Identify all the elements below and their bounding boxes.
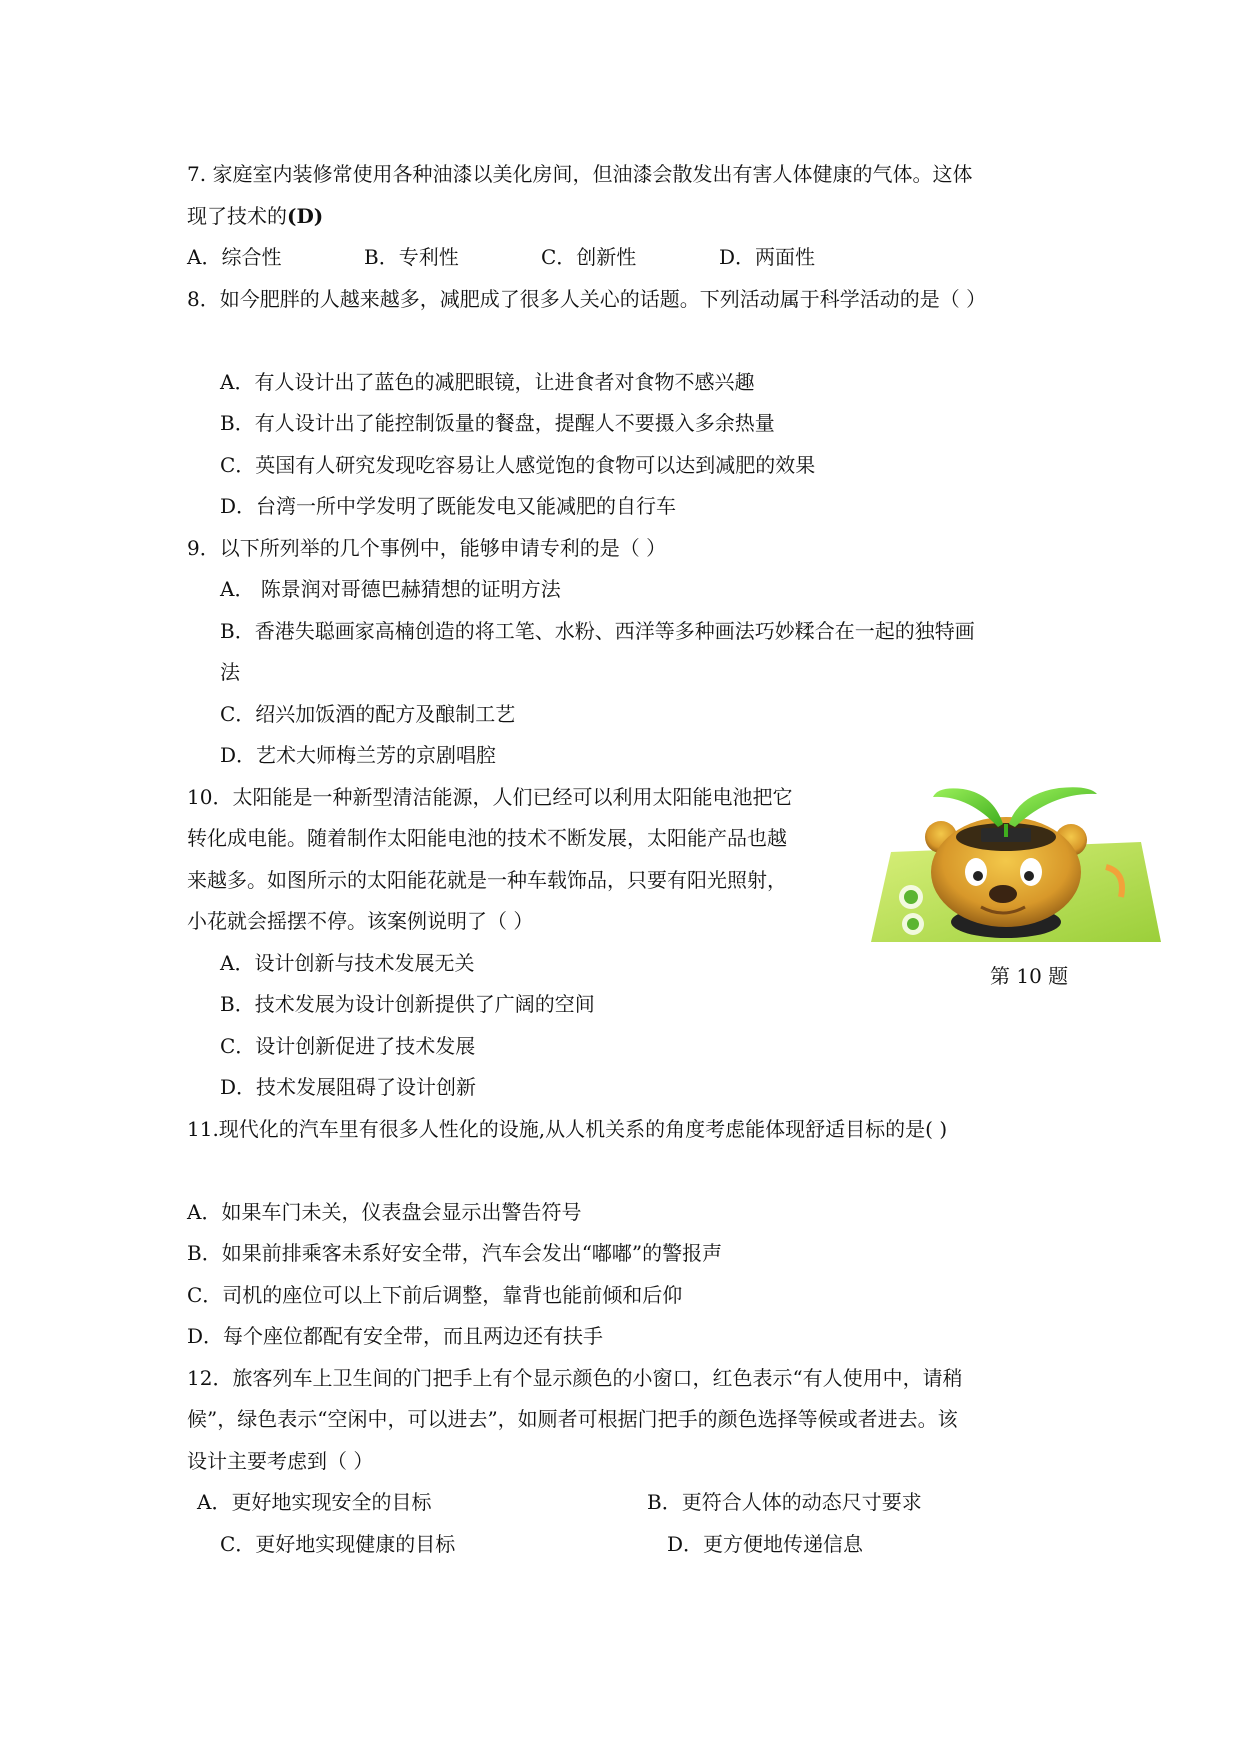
q10-option-a: A．设计创新与技术发展无关 <box>220 951 475 975</box>
q10-option-d: D．技术发展阻碍了设计创新 <box>220 1075 477 1099</box>
q10-option-c: C．设计创新促进了技术发展 <box>220 1034 476 1058</box>
q10-stem-line2: 转化成电能。随着制作太阳能电池的技术不断发展，太阳能产品也越 <box>187 826 787 850</box>
q9-option-a: A． 陈景润对哥德巴赫猜想的证明方法 <box>220 577 561 601</box>
q11-option-b: B．如果前排乘客未系好安全带，汽车会发出“嘟嘟”的警报声 <box>187 1241 723 1265</box>
q11-option-a: A．如果车门未关，仪表盘会显示出警告符号 <box>187 1200 582 1224</box>
q12-option-a: A．更好地实现安全的目标 <box>197 1490 432 1514</box>
q9-option-b-cont: 法 <box>220 660 240 684</box>
q12-stem-line2: 候”，绿色表示“空闲中，可以进去”，如厕者可根据门把手的颜色选择等候或者进去。该 <box>187 1407 958 1431</box>
q12-stem-line3: 设计主要考虑到（ ） <box>187 1449 374 1473</box>
q10-stem-line4: 小花就会摇摆不停。该案例说明了（ ） <box>187 909 534 933</box>
q8-option-d: D．台湾一所中学发明了既能发电又能减肥的自行车 <box>220 494 677 518</box>
q7-option-b: B．专利性 <box>364 245 459 269</box>
figure-caption: 第 10 题 <box>990 964 1069 988</box>
q8-option-c: C．英国有人研究发现吃容易让人感觉饱的食物可以达到减肥的效果 <box>220 453 816 477</box>
q11-option-d: D．每个座位都配有安全带，而且两边还有扶手 <box>187 1324 604 1348</box>
q7-stem-line2 <box>187 202 323 230</box>
q8-stem: 8．如今肥胖的人越来越多，减肥成了很多人关心的话题。下列活动属于科学活动的是（ ） <box>187 287 987 311</box>
q11-option-c: C．司机的座位可以上下前后调整，靠背也能前倾和后仰 <box>187 1283 683 1307</box>
q7-answer: (D) <box>287 204 324 228</box>
q12-option-d: D．更方便地传递信息 <box>667 1532 864 1556</box>
q9-stem: 9．以下所列举的几个事例中，能够申请专利的是（ ） <box>187 536 667 560</box>
q9-option-b: B．香港失聪画家高楠创造的将工笔、水粉、西洋等多种画法巧妙糅合在一起的独特画 <box>220 619 975 643</box>
q12-option-b: B．更符合人体的动态尺寸要求 <box>647 1490 922 1514</box>
q8-option-b: B．有人设计出了能控制饭量的餐盘，提醒人不要摄入多余热量 <box>220 411 775 435</box>
q12-stem-line1: 12．旅客列车上卫生间的门把手上有个显示颜色的小窗口，红色表示“有人使用中，请稍 <box>187 1366 963 1390</box>
q12-option-c: C．更好地实现健康的目标 <box>220 1532 456 1556</box>
q7-option-c: C．创新性 <box>541 245 637 269</box>
q9-option-c: C．绍兴加饭酒的配方及酿制工艺 <box>220 702 516 726</box>
q7-option-d: D．两面性 <box>719 245 816 269</box>
q9-option-d: D．艺术大师梅兰芳的京剧唱腔 <box>220 743 497 767</box>
q7-stem-line1: 7. 家庭室内装修常使用各种油漆以美化房间，但油漆会散发出有害人体健康的气体。这体 <box>187 162 973 186</box>
q10-stem-line3: 来越多。如图所示的太阳能花就是一种车载饰品，只要有阳光照射， <box>187 868 787 892</box>
q7-option-a: A．综合性 <box>187 245 282 269</box>
q8-option-a: A．有人设计出了蓝色的减肥眼镜，让进食者对食物不感兴趣 <box>220 370 755 394</box>
q11-stem: 11.现代化的汽车里有很多人性化的设施,从人机关系的角度考虑能体现舒适目标的是( ) <box>187 1117 948 1141</box>
solar-flower-figure <box>871 782 1161 942</box>
q10-stem-line1: 10．太阳能是一种新型清洁能源，人们已经可以利用太阳能电池把它 <box>187 785 793 809</box>
q7-stem-line2-text: 现了技术的 <box>187 204 287 228</box>
solar-flower-illustration <box>871 782 1161 942</box>
q10-option-b: B．技术发展为设计创新提供了广阔的空间 <box>220 992 595 1016</box>
